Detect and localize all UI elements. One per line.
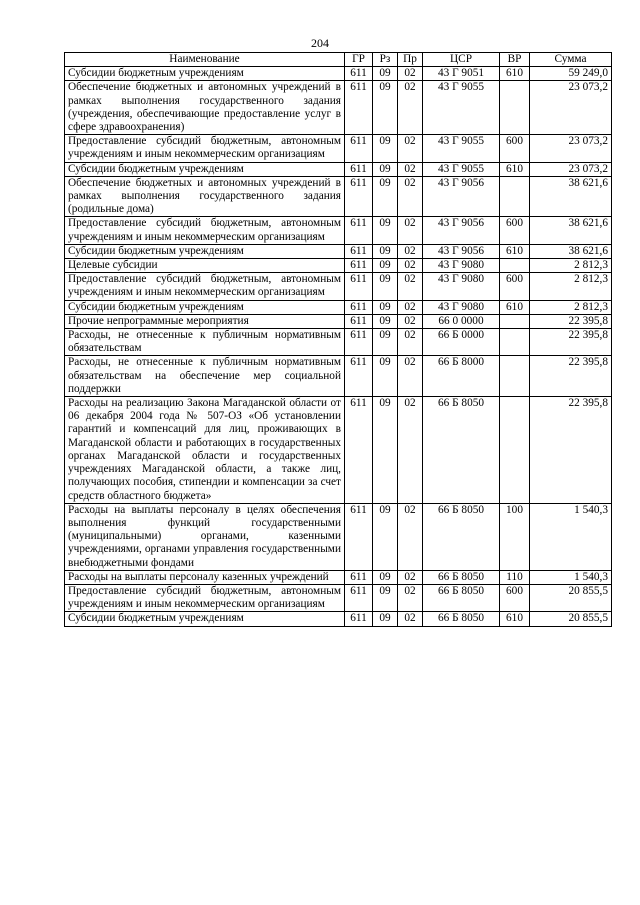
cell-rz: 09 [373, 300, 398, 314]
cell-vr: 610 [500, 162, 530, 176]
cell-sum: 1 540,3 [530, 503, 612, 570]
cell-rz: 09 [373, 273, 398, 300]
cell-csr: 66 Б 8050 [423, 584, 500, 611]
cell-sum: 23 073,2 [530, 81, 612, 135]
table-row [65, 273, 612, 300]
cell-rz: 09 [373, 584, 398, 611]
cell-gr: 611 [345, 162, 373, 176]
cell-rz: 09 [373, 81, 398, 135]
cell-pr: 02 [398, 81, 423, 135]
cell-sum: 23 073,2 [530, 135, 612, 162]
cell-gr: 611 [345, 584, 373, 611]
cell-pr: 02 [398, 570, 423, 584]
cell-name: Обеспечение бюджетных и автономных учреждений в рамках выполнения государственного задания (учреждения, обеспечивающие предоставление услуг в сфере здравоохранения) [65, 81, 345, 135]
cell-rz: 09 [373, 356, 398, 397]
table-header-row [65, 53, 612, 67]
table-row [65, 259, 612, 273]
cell-pr: 02 [398, 135, 423, 162]
cell-vr: 610 [500, 300, 530, 314]
cell-vr: 600 [500, 217, 530, 244]
cell-csr: 66 Б 8000 [423, 356, 500, 397]
table-row [65, 217, 612, 244]
cell-csr: 43 Г 9056 [423, 244, 500, 258]
column-header-rz: Рз [373, 53, 398, 67]
table-row [65, 356, 612, 397]
cell-rz: 09 [373, 217, 398, 244]
cell-rz: 09 [373, 176, 398, 217]
table-row [65, 81, 612, 135]
cell-gr: 611 [345, 135, 373, 162]
table-row [65, 397, 612, 504]
cell-sum: 2 812,3 [530, 273, 612, 300]
table-row [65, 176, 612, 217]
cell-name: Целевые субсидии [65, 259, 345, 273]
cell-sum: 38 621,6 [530, 244, 612, 258]
table-row [65, 612, 612, 626]
table-row [65, 584, 612, 611]
cell-rz: 09 [373, 397, 398, 504]
cell-csr: 66 Б 8050 [423, 503, 500, 570]
cell-rz: 09 [373, 329, 398, 356]
cell-rz: 09 [373, 612, 398, 626]
cell-name: Субсидии бюджетным учреждениям [65, 162, 345, 176]
cell-sum: 2 812,3 [530, 300, 612, 314]
cell-gr: 611 [345, 503, 373, 570]
cell-pr: 02 [398, 259, 423, 273]
cell-vr [500, 81, 530, 135]
cell-name: Предоставление субсидий бюджетным, автономным учреждениям и иным некоммерческим организациям [65, 584, 345, 611]
table-row [65, 244, 612, 258]
cell-name: Расходы, не отнесенные к публичным нормативным обязательствам [65, 329, 345, 356]
cell-name: Субсидии бюджетным учреждениям [65, 244, 345, 258]
cell-pr: 02 [398, 314, 423, 328]
cell-gr: 611 [345, 612, 373, 626]
cell-csr: 43 Г 9080 [423, 273, 500, 300]
cell-vr [500, 356, 530, 397]
cell-rz: 09 [373, 244, 398, 258]
cell-pr: 02 [398, 217, 423, 244]
cell-csr: 66 Б 8050 [423, 570, 500, 584]
cell-name: Обеспечение бюджетных и автономных учреждений в рамках выполнения государственного задания (родильные дома) [65, 176, 345, 217]
cell-vr: 600 [500, 273, 530, 300]
cell-pr: 02 [398, 176, 423, 217]
cell-csr: 66 Б 8050 [423, 397, 500, 504]
cell-gr: 611 [345, 176, 373, 217]
cell-sum: 22 395,8 [530, 314, 612, 328]
cell-sum: 2 812,3 [530, 259, 612, 273]
cell-pr: 02 [398, 356, 423, 397]
cell-vr: 100 [500, 503, 530, 570]
cell-name: Субсидии бюджетным учреждениям [65, 612, 345, 626]
cell-sum: 20 855,5 [530, 612, 612, 626]
cell-pr: 02 [398, 300, 423, 314]
budget-table [64, 52, 612, 627]
table-row [65, 570, 612, 584]
cell-gr: 611 [345, 67, 373, 81]
column-header-sum: Сумма [530, 53, 612, 67]
column-header-pr: Пр [398, 53, 423, 67]
table-row [65, 329, 612, 356]
cell-vr: 600 [500, 584, 530, 611]
cell-sum: 22 395,8 [530, 397, 612, 504]
cell-gr: 611 [345, 329, 373, 356]
cell-vr: 610 [500, 612, 530, 626]
cell-csr: 43 Г 9055 [423, 162, 500, 176]
table-row [65, 135, 612, 162]
column-header-gr: ГР [345, 53, 373, 67]
cell-csr: 66 Б 0000 [423, 329, 500, 356]
cell-pr: 02 [398, 162, 423, 176]
cell-pr: 02 [398, 397, 423, 504]
cell-pr: 02 [398, 612, 423, 626]
cell-sum: 38 621,6 [530, 217, 612, 244]
cell-pr: 02 [398, 584, 423, 611]
cell-sum: 38 621,6 [530, 176, 612, 217]
cell-name: Прочие непрограммные мероприятия [65, 314, 345, 328]
cell-csr: 43 Г 9056 [423, 176, 500, 217]
cell-gr: 611 [345, 570, 373, 584]
cell-rz: 09 [373, 259, 398, 273]
cell-csr: 43 Г 9055 [423, 81, 500, 135]
cell-csr: 43 Г 9080 [423, 259, 500, 273]
cell-rz: 09 [373, 314, 398, 328]
cell-pr: 02 [398, 273, 423, 300]
cell-name: Субсидии бюджетным учреждениям [65, 300, 345, 314]
cell-rz: 09 [373, 503, 398, 570]
cell-gr: 611 [345, 356, 373, 397]
cell-csr: 66 0 0000 [423, 314, 500, 328]
cell-vr [500, 314, 530, 328]
table-row [65, 162, 612, 176]
cell-pr: 02 [398, 503, 423, 570]
cell-rz: 09 [373, 135, 398, 162]
cell-gr: 611 [345, 217, 373, 244]
cell-name: Расходы, не отнесенные к публичным нормативным обязательствам на обеспечение мер социальной поддержки [65, 356, 345, 397]
page-number: 204 [311, 36, 329, 50]
table-row [65, 300, 612, 314]
cell-vr: 110 [500, 570, 530, 584]
cell-sum: 1 540,3 [530, 570, 612, 584]
cell-name: Расходы на выплаты персоналу в целях обеспечения выполнения функций государственными (муниципальными) органами, казенными учреждениями, органами управления государственными внебюджетными фондами [65, 503, 345, 570]
table-body [65, 67, 612, 626]
cell-pr: 02 [398, 244, 423, 258]
cell-gr: 611 [345, 244, 373, 258]
cell-name: Предоставление субсидий бюджетным, автономным учреждениям и иным некоммерческим организациям [65, 217, 345, 244]
table-row [65, 314, 612, 328]
cell-pr: 02 [398, 67, 423, 81]
table-row [65, 67, 612, 81]
cell-csr: 43 Г 9055 [423, 135, 500, 162]
cell-rz: 09 [373, 67, 398, 81]
cell-name: Предоставление субсидий бюджетным, автономным учреждениям и иным некоммерческим организациям [65, 273, 345, 300]
cell-csr: 43 Г 9051 [423, 67, 500, 81]
cell-gr: 611 [345, 314, 373, 328]
cell-vr: 600 [500, 135, 530, 162]
cell-csr: 43 Г 9056 [423, 217, 500, 244]
cell-pr: 02 [398, 329, 423, 356]
cell-gr: 611 [345, 81, 373, 135]
cell-gr: 611 [345, 273, 373, 300]
cell-name: Субсидии бюджетным учреждениям [65, 67, 345, 81]
cell-vr [500, 397, 530, 504]
cell-vr: 610 [500, 67, 530, 81]
cell-vr: 610 [500, 244, 530, 258]
cell-csr: 66 Б 8050 [423, 612, 500, 626]
cell-gr: 611 [345, 397, 373, 504]
cell-sum: 22 395,8 [530, 356, 612, 397]
column-header-name: Наименование [65, 53, 345, 67]
cell-rz: 09 [373, 162, 398, 176]
cell-sum: 22 395,8 [530, 329, 612, 356]
cell-vr [500, 329, 530, 356]
table-row [65, 503, 612, 570]
column-header-csr: ЦСР [423, 53, 500, 67]
cell-name: Предоставление субсидий бюджетным, автономным учреждениям и иным некоммерческим организациям [65, 135, 345, 162]
cell-vr [500, 176, 530, 217]
cell-sum: 23 073,2 [530, 162, 612, 176]
column-header-vr: ВР [500, 53, 530, 67]
cell-gr: 611 [345, 300, 373, 314]
cell-gr: 611 [345, 259, 373, 273]
cell-sum: 59 249,0 [530, 67, 612, 81]
cell-name: Расходы на выплаты персоналу казенных учреждений [65, 570, 345, 584]
cell-rz: 09 [373, 570, 398, 584]
cell-sum: 20 855,5 [530, 584, 612, 611]
cell-csr: 43 Г 9080 [423, 300, 500, 314]
cell-vr [500, 259, 530, 273]
cell-name: Расходы на реализацию Закона Магаданской области от 06 декабря 2004 года № 507-ОЗ «Об установлении гарантий и компенсаций для лиц, проживающих в Магаданской области и работающих в государственных органах Магаданской области и государственных учреждениях Магаданской области, а также лиц, получающих пособия, стипендии и компенсации за счет средств областного бюджета» [65, 397, 345, 504]
